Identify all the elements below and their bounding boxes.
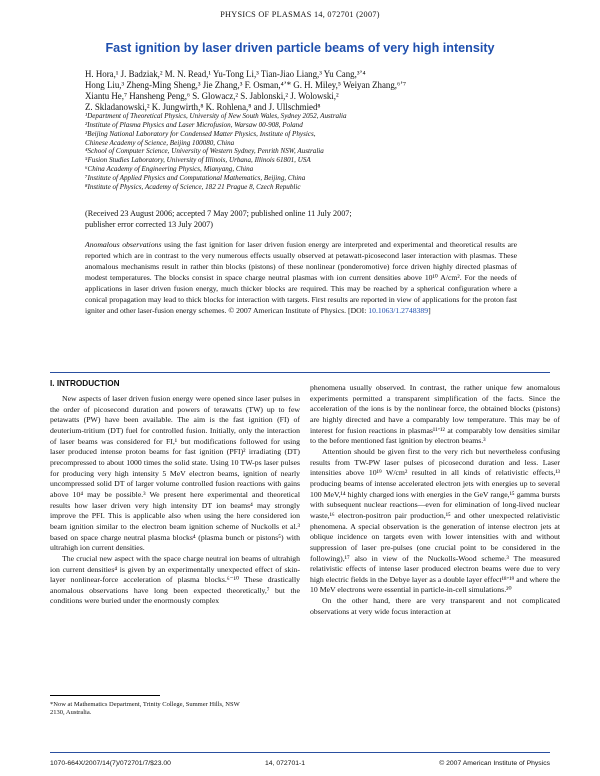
affiliation: ⁴School of Computer Science, University of Western Sydney, Penrith NSW, Australia [85, 147, 324, 156]
left-column [50, 394, 300, 607]
affiliation: ³Beijing National Laboratory for Condensed Matter Physics, Institute of Physics, [85, 129, 316, 138]
footnote-rule [50, 695, 160, 696]
author-line: Hong Liu,³ Zheng-Ming Sheng,³ Jie Zhang,³ F. Osman,⁴ʼ* G. H. Miley,⁵ Weiyan Zhang,⁶ʼ⁷ [85, 80, 407, 90]
paragraph: New aspects of laser driven fusion energy were opened since laser pulses in the order of picosecond duration and powers of terawatts (TW) up to few petawatts (PW) have been available. The aim is the fast ignition (FI) of deuterium-tritium (DT) fuel for controlled fusion. Initially, only the interaction of laser beams was considered for FI,¹ but modifications followed for using laser produced intense proton beams for fast ignition (PFI)² irradiating (DT) precompressed to about 1000 times the solid state. Using 10 TW-ps laser pulses for producing very high intensity 5 MeV electron beams, ignition of nearly uncompressed solid DT of larger volume controlled fusion reactions with gains above 10⁴ may be possible.³ We present here experimental and theoretical results how laser driven very high intensity DT ion beams⁴ may strongly improve the PFI. This is applicable also when using the here considered ion beam ignition similar to the electron beam ignition scheme of Nuckolls et al.³ based on space charge neutral plasma blocks⁴ (plasma bunch or pistons⁵) with ultrahigh ion current densities. [50, 394, 300, 553]
author-line: Xiantu He,⁷ Hansheng Peng,⁶ S. Glowacz,² S. Jablonski,² J. Wolowski,² [85, 91, 339, 101]
date-line: publisher error corrected 13 July 2007) [85, 220, 214, 229]
paragraph: On the other hand, there are very transparent and not complicated observations at very wide focus interaction at [310, 596, 560, 616]
affiliation: ⁷Institute of Applied Physics and Computational Mathematics, Beijing, China [85, 173, 306, 182]
footnote-line: 2130, Australia. [50, 709, 92, 716]
paragraph: The crucial new aspect with the space charge neutral ion beams of ultrahigh ion current densities⁴ is given by an experimentally unexpected effect of skin-layer nonlinear-force acceleration of plasma blocks.⁶⁻¹⁰ These drastically anomalous observations have long been expected theoretically,⁷ but the conditions were buried under the enormously complex [50, 553, 300, 606]
footer-page: 14, 072701-1 [265, 760, 306, 767]
paragraph: Attention should be given first to the very rich but nevertheless confusing results from TW-PW laser pulses of picosecond duration and less. Laser intensities above 10¹⁹ W/cm² resulted in all kinds of relativistic effects,¹³ producing beams of intense accelerated electron jets with energies up to several 100 MeV,¹⁴ highly charged ions with energies in the GeV range,¹⁵ gamma bursts with subsequent nuclear reactions—even for elimination of long-lived nuclear waste,¹⁶ electron-positron pair production,¹⁵ and other unexpected relativistic phenomena. A special observation is the generation of intense electron jets at oblique incidence on targets even with lower intensities with and without suppression of laser pre-pulses (one crucial point to be considered in the following),¹⁷ also in view of the Nuckolls-Wood scheme.³ The measured relativistic effects of intense laser produced electron beams were due to very high electric fields in the Debye layer as a double layer effect¹⁸ʼ¹⁹ and where the 10 MeV electrons were essential in particle-in-cell simulations.²⁰ [310, 446, 560, 595]
footer-divider [50, 752, 550, 753]
author-line: Z. Skladanowski,² K. Jungwirth,⁸ K. Rohlena,⁸ and J. Ullschmied⁸ [85, 102, 321, 112]
doi-suffix: ] [428, 306, 431, 315]
section-heading: I. INTRODUCTION [50, 379, 120, 388]
affiliation: ⁵Fusion Studies Laboratory, University of Illinois, Urbana, Illinois 61801, USA [85, 156, 311, 165]
author-line: H. Hora,¹ J. Badziak,² M. N. Read,¹ Yu-Tong Li,³ Tian-Jiao Liang,³ Yu Cang,³ʼ⁴ [85, 69, 366, 79]
doi-link[interactable]: 10.1063/1.2748389 [368, 306, 429, 315]
journal-header: PHYSICS OF PLASMAS 14, 072701 (2007) [220, 10, 380, 19]
author-list [85, 69, 525, 113]
abstract [85, 239, 517, 316]
section-divider [50, 372, 550, 373]
footer-copyright: © 2007 American Institute of Physics [439, 760, 550, 767]
footnote-line: *Now at Mathematics Department, Trinity College, Summer Hills, NSW [50, 701, 240, 708]
footnote [50, 701, 290, 717]
affiliation-list [85, 112, 525, 192]
affiliation: Chinese Academy of Science, Beijing 100080, China [85, 138, 235, 147]
affiliation: ⁸Institute of Physics, Academy of Science, 182 21 Prague 8, Czech Republic [85, 182, 301, 191]
abstract-lead: Anomalous observations [85, 240, 162, 249]
date-line: (Received 23 August 2006; accepted 7 May 2007; published online 11 July 2007; [85, 209, 352, 218]
paper-title: Fast ignition by laser driven particle beams of very high intensity [105, 41, 495, 55]
paragraph: phenomena usually observed. In contrast, the rather unique few anomalous experiments permitted a transparent simplification of the facts. Since the acceleration of the ions is by the nonlinear force, the obtained blocks (pistons) are highly directed and have a comparably low temperature. This may be of interest for fusion reactions in plasmas¹¹ʼ¹² at comparably low densities similar to the before mentioned fast ignition by electron beams.³ [310, 383, 560, 446]
doi-prefix: [DOI: [346, 306, 369, 315]
affiliation: ⁶China Academy of Engineering Physics, Mianyang, China [85, 165, 254, 174]
right-column [310, 383, 560, 617]
affiliation: ²Institute of Plasma Physics and Laser Microfusion, Warsaw 00-908, Poland [85, 120, 303, 129]
footer-issn: 1070-664X/2007/14(7)/072701/7/$23.00 [50, 760, 171, 767]
publication-dates [85, 208, 525, 230]
abstract-body: using the fast ignition for laser driven fusion energy are interpreted and experimental and theoretical results are reported which are in contrast to the very numerous effects usually observed at petawatt-picosecond laser interaction with plasmas. These anomalous mechanisms result in rather thin blocks (pistons) of these nonlinear (ponderomotive) force driven highly directed plasmas of modest temperatures. The blocks consist in space charge neutral plasmas with ion current densities above 10¹⁰ A/cm². For the needs of applications in laser driven fusion energy, much thicker blocks are required. This may be reached by a spherical configuration where a conical propagation may lead to thick blocks for interaction with targets. First results are reported in view of applications for the proton fast igniter and other laser-fusion energy schemes. © 2007 American Institute of Physics. [85, 240, 517, 315]
affiliation: ¹Department of Theoretical Physics, University of New South Wales, Sydney 2052, Australia [85, 112, 347, 120]
